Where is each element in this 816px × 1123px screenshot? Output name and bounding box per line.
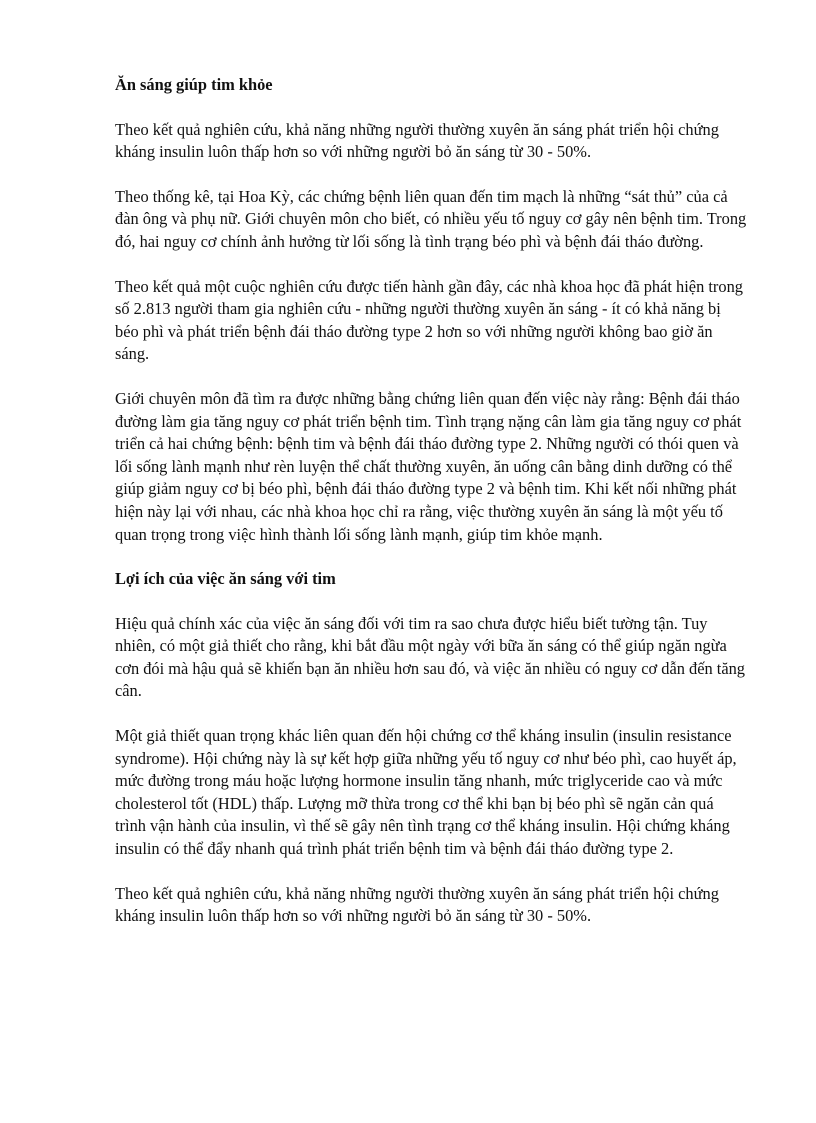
- paragraph-4: Giới chuyên môn đã tìm ra được những bằng chứng liên quan đến việc này rằng: Bệnh đái tháo đường làm gia tăng nguy cơ phát triển bệnh tim. Tình trạng nặng cân làm gia tăng nguy cơ phát triển cả hai chứng bệnh: bệnh tim và bệnh đái tháo đường type 2. Những người có thói quen và lối sống lành mạnh như rèn luyện thể chất thường xuyên, ăn uống cân bằng dinh dưỡng có thể giúp giảm nguy cơ bị béo phì, bệnh đái tháo đường type 2 và bệnh tim. Khi kết nối những phát hiện này lại với nhau, các nhà khoa học chỉ ra rằng, việc thường xuyên ăn sáng là một yếu tố quan trọng trong việc hình thành lối sống lành mạnh, giúp tim khỏe mạnh.: [115, 388, 742, 544]
- heading-benefits: Lợi ích của việc ăn sáng với tim: [115, 569, 336, 589]
- document-page: [115, 74, 747, 950]
- paragraph-2: Theo thống kê, tại Hoa Kỳ, các chứng bệnh liên quan đến tim mạch là những “sát thủ” của cả đàn ông và phụ nữ. Giới chuyên môn cho biết, có nhiều yếu tố nguy cơ gây nên bệnh tim. Trong đó, hai nguy cơ chính ảnh hưởng từ lối sống là tình trạng béo phì và bệnh đái tháo đường.: [115, 186, 747, 251]
- paragraph-7: Theo kết quả nghiên cứu, khả năng những người thường xuyên ăn sáng phát triển hội chứng kháng insulin luôn thấp hơn so với những người bỏ ăn sáng từ 30 - 50%.: [115, 883, 719, 926]
- paragraph-3: Theo kết quả một cuộc nghiên cứu được tiến hành gần đây, các nhà khoa học đã phát hiện trong số 2.813 người tham gia nghiên cứu - những người thường xuyên ăn sáng - ít có khả năng bị béo phì và phát triển bệnh đái tháo đường type 2 hơn so với những người không bao giờ ăn sáng.: [115, 276, 743, 364]
- paragraph-6: Một giả thiết quan trọng khác liên quan đến hội chứng cơ thể kháng insulin (insulin resistance syndrome). Hội chứng này là sự kết hợp giữa những yếu tố nguy cơ như béo phì, cao huyết áp, mức đường trong máu hoặc lượng hormone insulin tăng nhanh, mức triglyceride cao và mức cholesterol tốt (HDL) thấp. Lượng mỡ thừa trong cơ thể khi bạn bị béo phì sẽ ngăn cản quá trình vận hành của insulin, vì thế sẽ gây nên tình trạng cơ thể kháng insulin. Hội chứng kháng insulin có thể đẩy nhanh quá trình phát triển bệnh tim và bệnh đái tháo đường type 2.: [115, 726, 737, 859]
- heading-breakfast-heart: Ăn sáng giúp tim khỏe: [115, 75, 273, 94]
- paragraph-5: Hiệu quả chính xác của việc ăn sáng đối với tim ra sao chưa được hiểu biết tường tận. Tuy nhiên, có một giả thiết cho rằng, khi bắt đầu một ngày với bữa ăn sáng có thể giúp ngăn ngừa cơn đói mà hậu quả sẽ khiến bạn ăn nhiều hơn sau đó, và việc ăn nhiều có nguy cơ dẫn đến tăng cân.: [115, 613, 745, 701]
- paragraph-1: Theo kết quả nghiên cứu, khả năng những người thường xuyên ăn sáng phát triển hội chứng kháng insulin luôn thấp hơn so với những người bỏ ăn sáng từ 30 - 50%.: [115, 119, 719, 162]
